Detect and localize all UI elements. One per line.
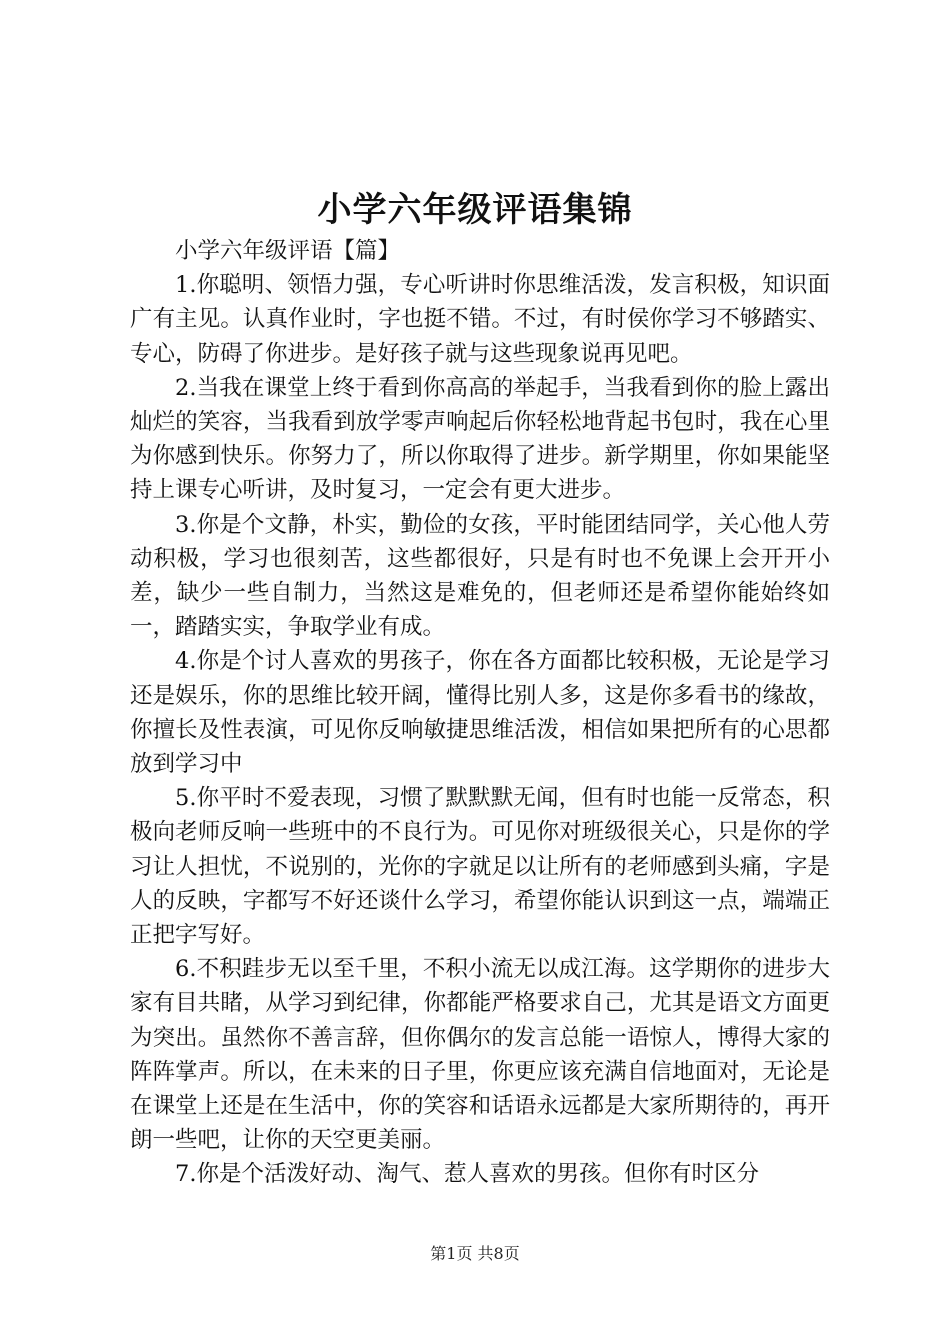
page-footer: 第1页 共8页: [430, 1244, 520, 1263]
paragraph-4: 4.你是个讨人喜欢的男孩子，你在各方面都比较积极，无论是学习还是娱乐，你的思维比较开阔，懂得比别人多，这是你多看书的缘故，你擅长及性表演，可见你反响敏捷思维活泼，相信如果把所有的心思都放到学习中: [130, 648, 830, 778]
paragraph-1: 1.你聪明、领悟力强，专心听讲时你思维活泼，发言积极，知识面广有主见。认真作业时，字也挺不错。不过，有时侯你学习不够踏实、专心，防碍了你进步。是好孩子就与这些现象说再见吧。: [130, 272, 830, 367]
paragraph-2: 2.当我在课堂上终于看到你高高的举起手，当我看到你的脸上露出灿烂的笑容，当我看到放学零声响起后你轻松地背起书包时，我在心里为你感到快乐。你努力了，所以你取得了进步。新学期里，你如果能坚持上课专心听讲，及时复习，一定会有更大进步。: [130, 374, 830, 504]
paragraph-7: 7.你是个活泼好动、淘气、惹人喜欢的男孩。但你有时区分: [175, 1161, 759, 1188]
paragraph-6: 6.不积跬步无以至千里，不积小流无以成江海。这学期你的进步大家有目共睹，从学习到纪律，你都能严格要求自己，尤其是语文方面更为突出。虽然你不善言辞，但你偶尔的发言总能一语惊人，博得大家的阵阵掌声。所以，在未来的日子里，你更应该充满自信地面对，无论是在课堂上还是在生活中，你的笑容和话语永远都是大家所期待的，再开朗一些吧，让你的天空更美丽。: [130, 956, 830, 1154]
page-title: 小学六年级评语集锦: [317, 190, 633, 230]
section-heading: 小学六年级评语【篇】: [175, 238, 401, 264]
paragraph-5: 5.你平时不爱表现，习惯了默默默无闻，但有时也能一反常态，积极向老师反响一些班中的不良行为。可见你对班级很关心，只是你的学习让人担忧，不说别的，光你的字就足以让所有的老师感到头痛，字是人的反映，字都写不好还谈什么学习，希望你能认识到这一点，端端正正把字写好。: [130, 785, 830, 949]
document-body: [130, 234, 830, 1192]
paragraph-3: 3.你是个文静，朴实，勤俭的女孩，平时能团结同学，关心他人劳动积极，学习也很刻苦，这些都很好，只是有时也不免课上会开开小差，缺少一些自制力，当然这是难免的，但老师还是希望你能始终如一，踏踏实实，争取学业有成。: [130, 511, 830, 641]
